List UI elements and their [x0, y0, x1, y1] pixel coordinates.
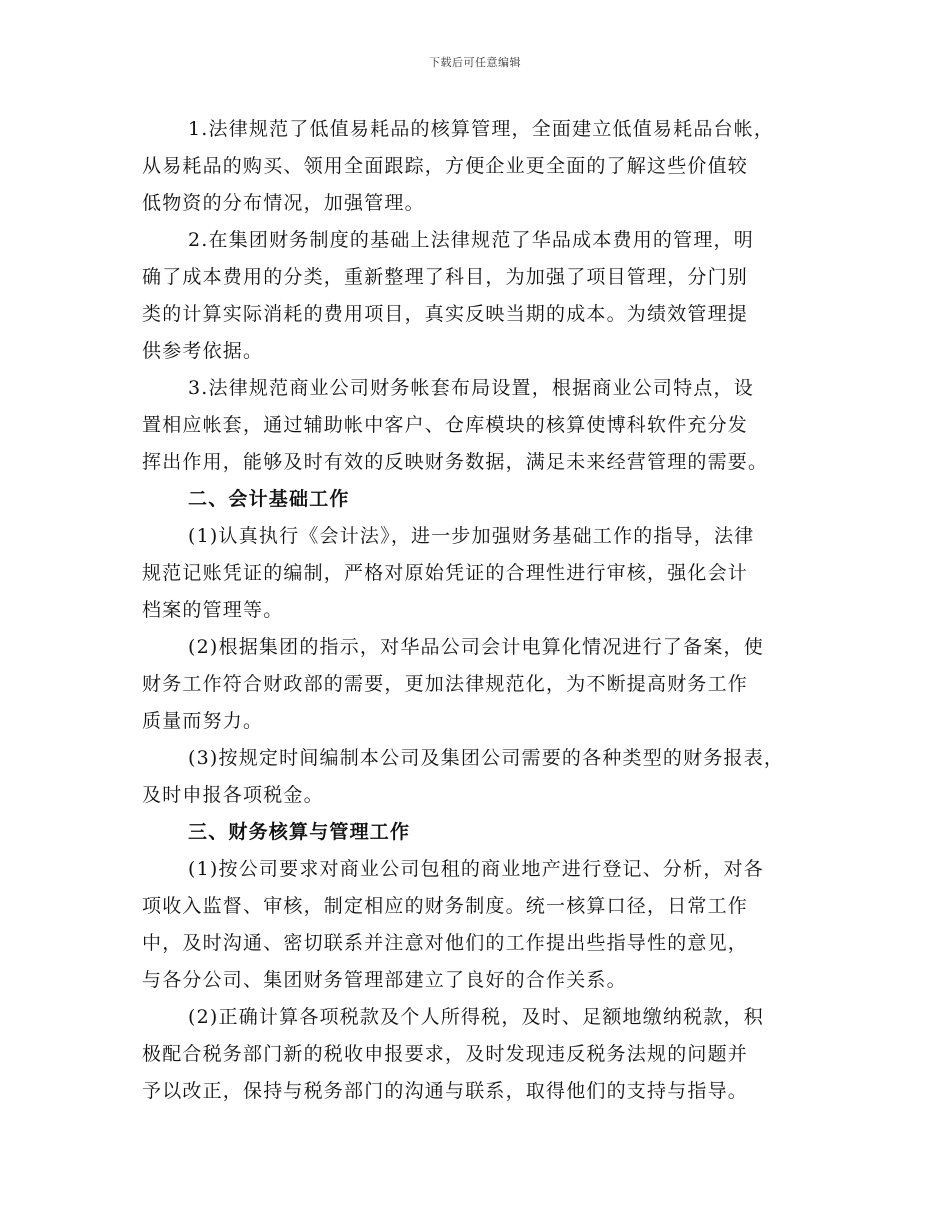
paragraph-line: 从易耗品的购买、领用全面跟踪，方便企业更全面的了解这些价值较 — [142, 155, 749, 177]
paragraph-line: (3)按规定时间编制本公司及集团公司需要的各种类型的财务报表， — [188, 747, 785, 769]
paragraph-line: 与各分公司、集团财务管理部建立了良好的合作关系。 — [142, 969, 627, 991]
paragraph-line: 低物资的分布情况，加强管理。 — [142, 192, 425, 214]
page-header: 下载后可任意编辑 — [429, 56, 521, 69]
paragraph-line: 3.法律规范商业公司财务帐套布局设置，根据商业公司特点，设 — [188, 377, 754, 399]
paragraph-line: 档案的管理等。 — [142, 599, 284, 621]
paragraph-line: 类的计算实际消耗的费用项目，真实反映当期的成本。为绩效管理提 — [142, 303, 749, 325]
paragraph-line: (1)按公司要求对商业公司包租的商业地产进行登记、分析，对各 — [188, 858, 764, 880]
paragraph-line: 予以改正，保持与税务部门的沟通与联系，取得他们的支持与指导。 — [142, 1080, 749, 1102]
paragraph-line: (1)认真执行《会计法》，进一步加强财务基础工作的指导，法律 — [188, 525, 755, 547]
paragraph-line: 置相应帐套，通过辅助帐中客户、仓库模块的核算使博科软件充分发 — [142, 414, 749, 436]
paragraph-line: 供参考依据。 — [142, 340, 264, 362]
paragraph-line: 财务工作符合财政部的需要，更加法律规范化，为不断提高财务工作 — [142, 673, 749, 695]
section-heading: 二、会计基础工作 — [188, 488, 350, 510]
section-heading: 三、财务核算与管理工作 — [188, 821, 411, 843]
paragraph-line: (2)正确计算各项税款及个人所得税，及时、足额地缴纳税款，积 — [188, 1006, 764, 1028]
paragraph-line: 规范记账凭证的编制，严格对原始凭证的合理性进行审核，强化会计 — [142, 562, 749, 584]
paragraph-line: 质量而努力。 — [142, 710, 264, 732]
paragraph-line: 挥出作用，能够及时有效的反映财务数据，满足未来经营管理的需要。 — [142, 451, 769, 473]
paragraph-line: 及时申报各项税金。 — [142, 784, 324, 806]
paragraph-line: 中，及时沟通、密切联系并注意对他们的工作提出些指导性的意见， — [142, 932, 749, 954]
paragraph-line: 1.法律规范了低值易耗品的核算管理，全面建立低值易耗品台帐， — [188, 118, 775, 140]
paragraph-line: 2.在集团财务制度的基础上法律规范了华品成本费用的管理，明 — [188, 229, 754, 251]
paragraph-line: 项收入监督、审核，制定相应的财务制度。统一核算口径，日常工作 — [142, 895, 749, 917]
paragraph-line: (2)根据集团的指示，对华品公司会计电算化情况进行了备案，使 — [188, 636, 764, 658]
paragraph-line: 极配合税务部门新的税收申报要求，及时发现违反税务法规的问题并 — [142, 1043, 749, 1065]
paragraph-line: 确了成本费用的分类，重新整理了科目，为加强了项目管理，分门别 — [142, 266, 749, 288]
